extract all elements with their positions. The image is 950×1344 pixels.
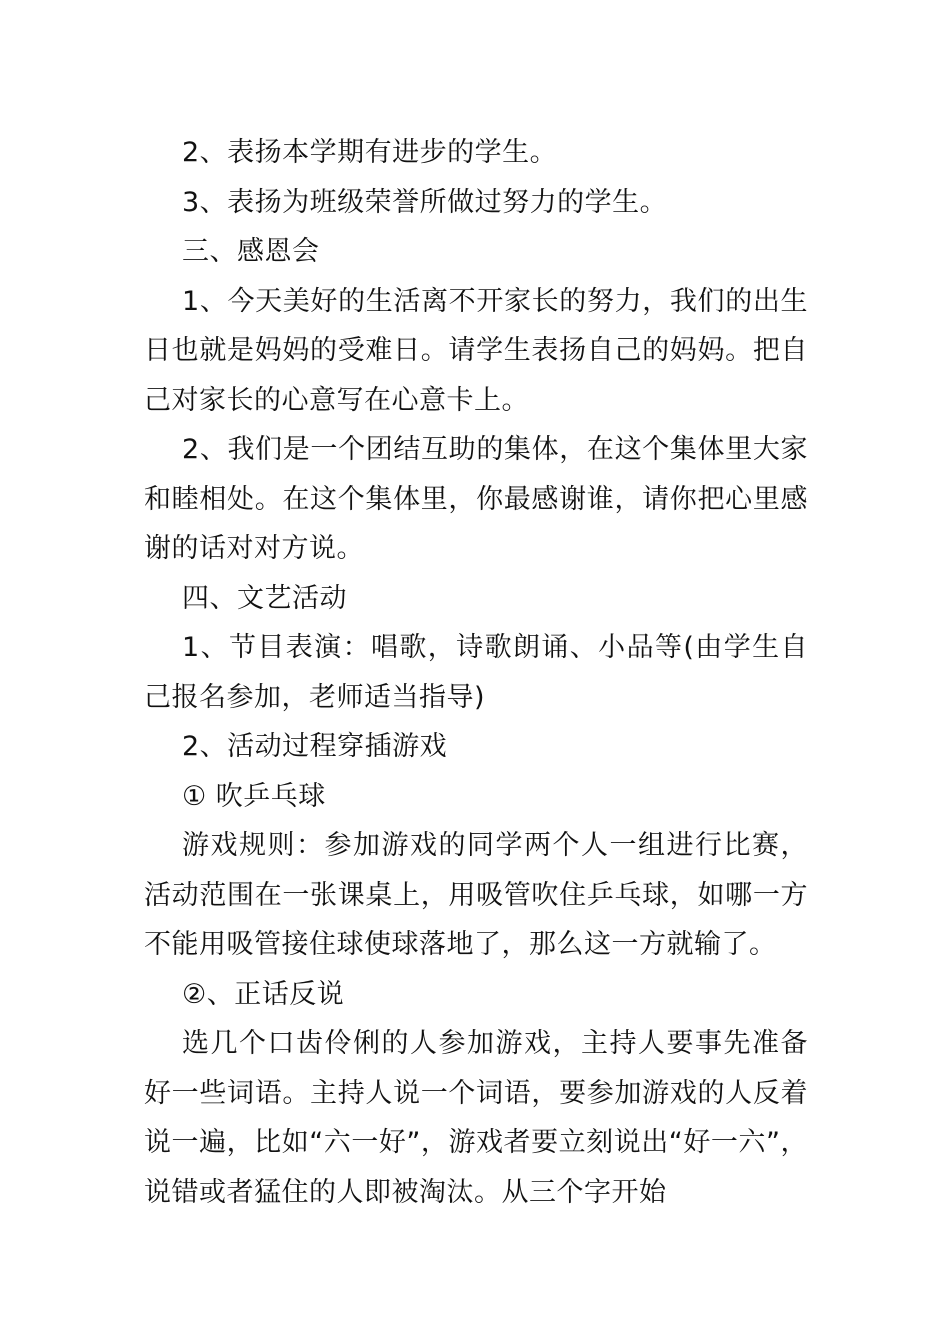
paragraph-gratitude-parents: 1、今天美好的生活离不开家长的努力，我们的出生日也就是妈妈的受难日。请学生表扬自己的妈妈。把自己对家长的心意写在心意卡上。 — [144, 285, 808, 416]
section-heading-arts: 四、文艺活动 — [182, 582, 347, 614]
section-heading-gratitude: 三、感恩会 — [182, 236, 320, 267]
paragraph-praise-class-honor: 3、表扬为班级荣誉所做过努力的学生。 — [182, 186, 668, 218]
game-title-ping-pong: ① 吹乒乓球 — [182, 780, 326, 812]
paragraph-performances: 1、节目表演：唱歌，诗歌朗诵、小品等(由学生自己报名参加，老师适当指导) — [144, 632, 808, 713]
document-body — [144, 128, 808, 1217]
paragraph-praise-progress: 2、表扬本学期有进步的学生。 — [182, 137, 558, 168]
paragraph-ping-pong-rules: 游戏规则：参加游戏的同学两个人一组进行比赛，活动范围在一张课桌上，用吸管吹住乒乓球，如哪一方不能用吸管接住球使球落地了，那么这一方就输了。 — [144, 830, 808, 960]
paragraph-gratitude-classmates: 2、我们是一个团结互助的集体，在这个集体里大家和睦相处。在这个集体里，你最感谢谁，请你把心里感谢的话对对方说。 — [144, 434, 808, 564]
game-title-reverse-words: ②、正话反说 — [182, 978, 345, 1010]
paragraph-reverse-words-rules: 选几个口齿伶俐的人参加游戏，主持人要事先准备好一些词语。主持人说一个词语，要参加游戏的人反着说一遍，比如“六一好”，游戏者要立刻说出“好一六”，说错或者猛住的人即被淘汰。从三个字开始 — [144, 1028, 808, 1208]
paragraph-games-intro: 2、活动过程穿插游戏 — [182, 731, 448, 762]
